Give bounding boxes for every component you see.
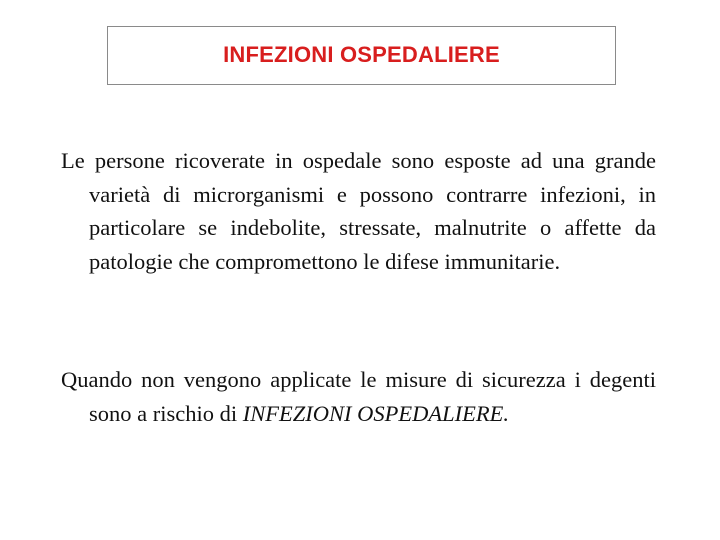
slide-title: INFEZIONI OSPEDALIERE: [223, 41, 500, 67]
body-paragraph-2-text: Quando non vengono applicate le misure di sicurezza i degenti sono a rischio di: [61, 367, 656, 426]
body-paragraph-2: [61, 363, 656, 430]
title-box: [107, 26, 616, 85]
body-paragraph-1: Le persone ricoverate in ospedale sono esposte ad una grande varietà di microrganismi e possono contrarre infezioni, in particolare se indebolite, stressate, malnutrite o affette da patologie che compromettono le difese immunitarie.: [61, 148, 656, 274]
body-paragraph-2-emphasis: INFEZIONI OSPEDALIERE.: [242, 400, 509, 426]
